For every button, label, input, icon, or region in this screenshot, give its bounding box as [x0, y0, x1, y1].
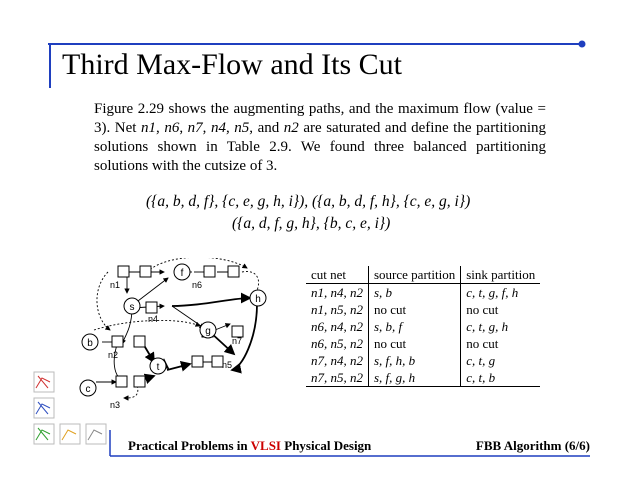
cell-sink: no cut: [461, 301, 540, 318]
header-sink-partition: sink partition: [461, 266, 540, 284]
net-n1: n1: [110, 280, 121, 290]
cell-sink: c, t, g, h: [461, 318, 540, 335]
slide-title: Third Max-Flow and Its Cut: [62, 48, 402, 81]
cell-source: s, f, g, h: [369, 369, 461, 387]
node-t: t: [156, 362, 160, 373]
cell-cut-net: n7, n5, n2: [306, 369, 369, 387]
cell-source: no cut: [369, 301, 461, 318]
table-row: [306, 335, 540, 352]
node-s: s: [129, 302, 135, 313]
cell-sink: c, t, g, f, h: [461, 284, 540, 302]
header-cut-net: cut net: [306, 266, 369, 284]
net-n3: n3: [110, 400, 121, 410]
decorative-thumbnails: [30, 370, 108, 460]
footer-course-title: Practical Problems in VLSI Physical Design: [128, 438, 372, 453]
cut-table: [306, 266, 540, 387]
node-h: h: [255, 294, 261, 305]
equation-line-2: ({a, d, f, g, h}, {b, c, e, i}): [232, 215, 391, 232]
table-row: [306, 284, 540, 302]
cell-cut-net: n1, n4, n2: [311, 285, 363, 300]
table-header-row: [306, 266, 540, 284]
node-c: c: [85, 384, 91, 395]
net-n7: n7: [232, 336, 243, 346]
table-row: [306, 301, 540, 318]
table-row: [306, 318, 540, 335]
net-n5: n5: [222, 360, 233, 370]
table-row: [306, 369, 540, 387]
footer-section: FBB Algorithm (6/6): [475, 438, 590, 453]
cell-source: s, b, f: [369, 318, 461, 335]
body-paragraph: Figure 2.29 shows the augmenting paths, and the maximum flow (value = 3). Net n1, n6, n7, n4, n5, and n2 are saturated and define the partitioning solutions shown in Table 2.9. We found three balanced partitioning solutions with the cutsize of 3.: [94, 101, 547, 174]
table-row: [306, 352, 540, 369]
node-b: b: [87, 338, 93, 349]
cell-cut-net: n6, n5, n2: [311, 336, 363, 351]
node-f: f: [180, 268, 184, 279]
net-n4: n4: [148, 314, 159, 324]
cell-cut-net: n7, n4, n2: [311, 353, 363, 368]
cell-sink: no cut: [461, 335, 540, 352]
cell-cut-net: n6, n4, n2: [311, 319, 363, 334]
net-n2: n2: [108, 350, 119, 360]
cell-cut-net: n1, n5, n2: [311, 302, 363, 317]
cell-sink: c, t, b: [461, 369, 540, 387]
cell-source: no cut: [369, 335, 461, 352]
equation-line-1: ({a, b, d, f}, {c, e, g, h, i}), ({a, b, d, f, h}, {c, e, g, i}): [146, 193, 471, 210]
cell-source: s, f, h, b: [369, 352, 461, 369]
net-n6: n6: [192, 280, 203, 290]
header-source-partition: source partition: [369, 266, 461, 284]
cell-sink: c, t, g: [461, 352, 540, 369]
node-g: g: [205, 326, 211, 337]
cell-source: s, b: [369, 284, 461, 302]
